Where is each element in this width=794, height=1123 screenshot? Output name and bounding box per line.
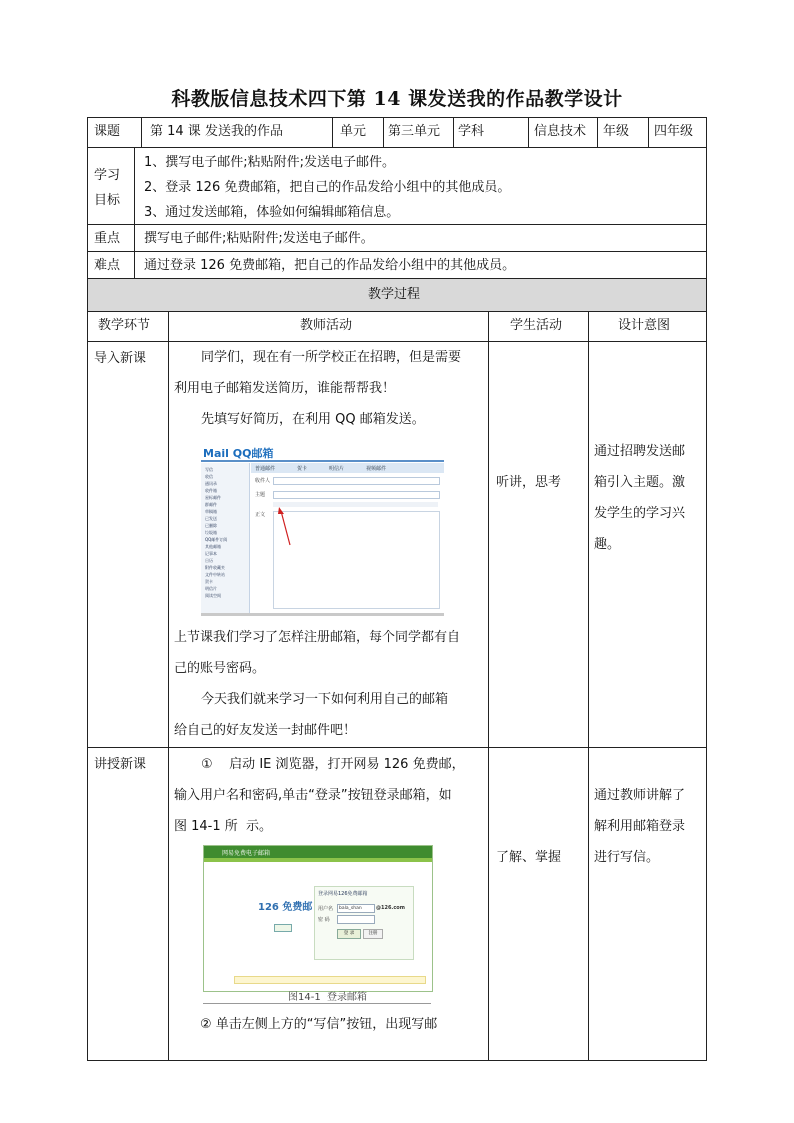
qq-sidebar-item[interactable]: 日历 bbox=[205, 558, 213, 563]
text-line: 先填写好简历，在利用 QQ 邮箱发送。 bbox=[201, 412, 425, 427]
register-button[interactable]: 注册 bbox=[363, 929, 383, 939]
qq-mail-screenshot bbox=[201, 443, 444, 616]
objective-item: 2、登录 126 免费邮箱，把自己的作品发给小组中的其他成员。 bbox=[144, 180, 511, 195]
text-line: 图 14-1 所 示。 bbox=[174, 819, 273, 834]
qq-sidebar-item[interactable]: 已删除 bbox=[205, 523, 217, 528]
objectives-label-2: 目标 bbox=[94, 193, 121, 208]
intro-teacher-text bbox=[174, 342, 484, 435]
row-divider bbox=[87, 224, 707, 225]
accent-bar bbox=[204, 858, 432, 862]
qq-sidebar-item[interactable]: 写信 bbox=[205, 467, 213, 472]
key-points-value: 撰写电子邮件;粘贴附件;发送电子邮件。 bbox=[144, 231, 374, 246]
text-line: 给自己的好友发送一封邮件吧！ bbox=[174, 723, 357, 738]
intro-teacher-text-2 bbox=[174, 622, 484, 746]
text-line: 发学生的学习兴 bbox=[594, 506, 686, 521]
subject-label: 学科 bbox=[458, 124, 485, 139]
red-arrow-annotation bbox=[201, 443, 444, 613]
qq-sidebar-item[interactable]: 通讯录 bbox=[205, 481, 217, 486]
lesson-value: 第 14 课 发送我的作品 bbox=[150, 124, 283, 139]
new-lesson-stage: 讲授新课 bbox=[94, 757, 147, 772]
objective-item: 1、撰写电子邮件;粘贴附件;发送电子邮件。 bbox=[144, 155, 396, 170]
unit-value: 第三单元 bbox=[388, 124, 441, 139]
subject-value: 信息技术 bbox=[534, 124, 587, 139]
col-divider bbox=[528, 117, 529, 147]
new-lesson-teacher-text bbox=[174, 749, 486, 842]
text-line: 通过教师讲解了 bbox=[594, 788, 686, 803]
col-student-header: 学生活动 bbox=[510, 318, 563, 333]
qq-sidebar-item[interactable]: 垃圾箱 bbox=[205, 530, 217, 535]
qq-sidebar-item[interactable]: 草稿箱 bbox=[205, 509, 217, 514]
page-title: 科教版信息技术四下第 14 课发送我的作品教学设计 bbox=[171, 88, 623, 110]
text-line: 进行写信。 bbox=[594, 850, 660, 865]
qq-tab[interactable]: 视频邮件 bbox=[366, 466, 387, 472]
login-title: 登录网易126免费邮箱 bbox=[318, 891, 368, 897]
text-line: 解利用邮箱登录 bbox=[594, 819, 686, 834]
qq-sidebar-item[interactable]: 已发送 bbox=[205, 516, 217, 521]
qq-mail-logo: Mail QQ邮箱 bbox=[203, 447, 274, 460]
figure-caption: 图14-1 登录邮箱 bbox=[288, 992, 368, 1003]
difficulties-value: 通过登录 126 免费邮箱，把自己的作品发给小组中的其他成员。 bbox=[144, 258, 516, 273]
qq-sidebar-item[interactable]: 阅读空间 bbox=[205, 593, 221, 598]
grade-value: 四年级 bbox=[654, 124, 694, 139]
new-lesson-step-2: ② 单击左侧上方的“写信”按钮，出现写邮 bbox=[200, 1017, 438, 1032]
username-input[interactable] bbox=[337, 904, 375, 913]
row-divider bbox=[87, 747, 707, 748]
domain-label: @126.com bbox=[376, 905, 405, 911]
key-points-label: 重点 bbox=[94, 231, 121, 246]
password-label: 密 码 bbox=[318, 917, 330, 923]
password-input[interactable] bbox=[337, 915, 375, 924]
process-title: 教学过程 bbox=[368, 287, 421, 302]
col-divider bbox=[648, 117, 649, 147]
col-divider bbox=[453, 117, 454, 147]
body-field-label: 正文 bbox=[255, 512, 266, 518]
qq-sidebar-item[interactable]: 文件中转站 bbox=[205, 572, 225, 577]
username-value: bala_shan bbox=[339, 906, 362, 911]
qq-sidebar-item[interactable]: 附件收藏夹 bbox=[205, 565, 225, 570]
unit-label: 单元 bbox=[340, 124, 367, 139]
qq-sidebar-item[interactable]: 星标邮件 bbox=[205, 495, 221, 500]
col-divider bbox=[597, 117, 598, 147]
qq-sidebar-item[interactable]: 贺卡 bbox=[205, 579, 213, 584]
col-divider bbox=[588, 311, 589, 1061]
grade-label: 年级 bbox=[603, 124, 630, 139]
login-button[interactable]: 登 录 bbox=[337, 929, 361, 939]
text-line: ① 启动 IE 浏览器，打开网易 126 免费邮， bbox=[201, 757, 465, 772]
objective-item: 3、通过发送邮箱，体验如何编辑邮箱信息。 bbox=[144, 205, 400, 220]
text-line: 趣。 bbox=[594, 537, 621, 552]
text-line: 今天我们就来学习一下如何利用自己的邮箱 bbox=[201, 692, 449, 707]
col-stage-header: 教学环节 bbox=[98, 318, 151, 333]
qq-sidebar-item[interactable]: 收件箱 bbox=[205, 488, 217, 493]
notice-bar bbox=[234, 976, 426, 984]
row-divider bbox=[87, 251, 707, 252]
text-line: 箱引入主题。激 bbox=[594, 475, 686, 490]
text-line: 利用电子邮箱发送简历，谁能帮帮我！ bbox=[174, 381, 396, 396]
username-label: 用户名 bbox=[318, 906, 334, 912]
text-line: 同学们，现在有一所学校正在招聘，但是需要 bbox=[201, 350, 462, 365]
text-line: 输入用户名和密码,单击“登录”按钮登录邮箱，如 bbox=[174, 788, 452, 803]
intro-intent bbox=[594, 436, 704, 560]
login-panel bbox=[314, 886, 414, 960]
difficulties-label: 难点 bbox=[94, 258, 121, 273]
qq-tab[interactable]: 明信片 bbox=[329, 466, 345, 472]
row-divider bbox=[87, 147, 707, 148]
col-intent-header: 设计意图 bbox=[618, 318, 671, 333]
text-line: 上节课我们学习了怎样注册邮箱，每个同学都有自 bbox=[174, 630, 461, 645]
mail-126-brand: 126 免费邮 bbox=[258, 902, 313, 913]
qq-tab[interactable]: 贺卡 bbox=[297, 466, 308, 472]
qq-sidebar-item[interactable]: 明信片 bbox=[205, 586, 217, 591]
qq-sidebar-item[interactable]: QQ邮件订阅 bbox=[205, 537, 228, 542]
col-divider bbox=[383, 117, 384, 147]
intro-student: 听讲，思考 bbox=[496, 475, 562, 490]
col-divider bbox=[332, 117, 333, 147]
mail-126-header bbox=[204, 846, 432, 858]
qq-sidebar-item[interactable]: 其他邮箱 bbox=[205, 544, 221, 549]
new-lesson-intent bbox=[594, 780, 704, 873]
qq-sidebar-item[interactable]: 群邮件 bbox=[205, 502, 217, 507]
subject-field-label: 主题 bbox=[255, 492, 266, 498]
text-line: 己的账号密码。 bbox=[174, 661, 266, 676]
row-divider bbox=[87, 311, 707, 312]
mail-126-brand-sub: 网易免费电子邮箱 bbox=[222, 850, 271, 857]
col-teacher-header: 教师活动 bbox=[300, 318, 353, 333]
qq-tab[interactable]: 普通邮件 bbox=[255, 466, 276, 472]
col-divider bbox=[134, 147, 135, 278]
qq-sidebar-item[interactable]: 记事本 bbox=[205, 551, 217, 556]
lesson-label: 课题 bbox=[94, 124, 121, 139]
objectives-label-1: 学习 bbox=[94, 168, 121, 183]
col-divider bbox=[168, 311, 169, 1061]
col-divider bbox=[141, 117, 142, 147]
mail-126-screenshot bbox=[203, 845, 433, 992]
to-field-label: 收件人 bbox=[255, 478, 271, 484]
intro-stage: 导入新课 bbox=[94, 351, 147, 366]
col-divider bbox=[488, 311, 489, 1061]
new-lesson-student: 了解、掌握 bbox=[496, 850, 562, 865]
qq-sidebar-item[interactable]: 收信 bbox=[205, 474, 213, 479]
mail-126-small-button bbox=[274, 924, 292, 932]
text-line: 通过招聘发送邮 bbox=[594, 444, 686, 459]
